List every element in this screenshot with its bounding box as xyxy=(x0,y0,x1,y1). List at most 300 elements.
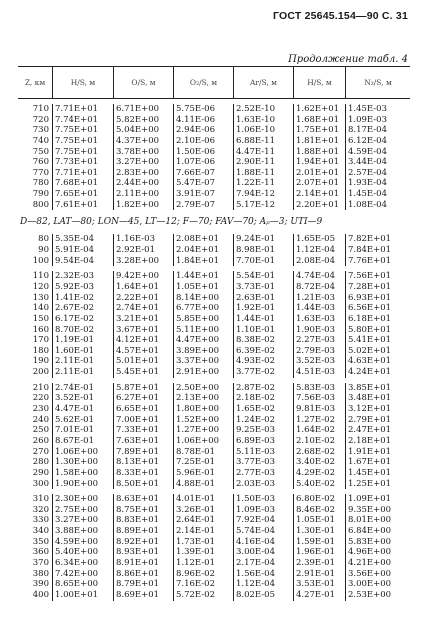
table-row xyxy=(18,356,410,367)
value-cell: 2.83E+00 xyxy=(116,167,160,178)
column-rule xyxy=(113,234,114,266)
value-cell: 2.64E-01 xyxy=(176,515,215,526)
value-cell: 8.93E+01 xyxy=(116,547,160,558)
value-cell: 3.12E+01 xyxy=(348,404,392,415)
value-cell: 5.11E-03 xyxy=(236,446,275,457)
col-header-n2: N₂/S, м xyxy=(345,67,410,98)
value-cell: 1.88E+01 xyxy=(296,146,340,157)
value-cell: 5.40E-02 xyxy=(296,478,335,489)
value-cell: 5.74E-04 xyxy=(236,526,275,537)
column-rule xyxy=(173,271,174,377)
value-cell: 1.05E-01 xyxy=(296,515,335,526)
table-row xyxy=(18,415,410,426)
value-cell: 5.40E+00 xyxy=(55,547,99,558)
value-cell: 3.21E+01 xyxy=(116,313,160,324)
column-rule xyxy=(113,271,114,377)
table-row xyxy=(18,157,410,168)
value-cell: 1.67E+01 xyxy=(348,457,392,468)
value-cell: 8.50E+01 xyxy=(116,478,160,489)
value-cell: 8.91E+01 xyxy=(116,557,160,568)
value-cell: 1.12E-04 xyxy=(236,579,275,590)
value-cell: 3.37E+00 xyxy=(176,356,220,367)
value-cell: 8.79E+01 xyxy=(116,579,160,590)
value-cell: 9.42E+00 xyxy=(116,271,160,282)
value-cell: 2.87E-02 xyxy=(236,382,275,393)
column-rule xyxy=(345,234,346,266)
value-cell: 8.72E-04 xyxy=(296,281,335,292)
value-cell: 1.91E+01 xyxy=(348,446,392,457)
value-cell: 2.67E-02 xyxy=(55,303,94,314)
table-row xyxy=(18,436,410,447)
value-cell: 1.80E+00 xyxy=(176,404,220,415)
value-cell: 1.81E+01 xyxy=(296,135,340,146)
value-cell: 8.86E+01 xyxy=(116,568,160,579)
value-cell: 8.46E-02 xyxy=(296,504,335,515)
value-cell: 1.94E+01 xyxy=(296,157,340,168)
table-row xyxy=(18,314,410,325)
value-cell: 4.47E-01 xyxy=(55,404,94,415)
value-cell: 3.00E+00 xyxy=(348,579,392,590)
table-row xyxy=(18,325,410,336)
table-row xyxy=(18,234,410,245)
altitude-cell: 380 xyxy=(32,568,49,579)
altitude-cell: 760 xyxy=(32,157,49,168)
table-row xyxy=(18,178,410,189)
table-row xyxy=(18,256,410,267)
table-row xyxy=(18,271,410,282)
value-cell: 1.44E-01 xyxy=(236,313,275,324)
altitude-cell: 160 xyxy=(32,324,49,335)
table-row xyxy=(18,558,410,569)
altitude-cell: 310 xyxy=(32,494,49,505)
value-cell: 3.85E+01 xyxy=(348,382,392,393)
value-cell: 1.07E-06 xyxy=(176,157,215,168)
value-cell: 2.92E-01 xyxy=(116,245,155,256)
value-cell: 8.69E+01 xyxy=(116,589,160,600)
table-row xyxy=(18,104,410,115)
value-cell: 2.07E+01 xyxy=(296,178,340,189)
table-row xyxy=(18,189,410,200)
column-rule xyxy=(113,494,114,600)
value-cell: 2.18E+01 xyxy=(348,435,392,446)
value-cell: 1.16E-03 xyxy=(116,234,155,245)
value-cell: 1.63E-03 xyxy=(296,313,335,324)
value-cell: 7.89E+01 xyxy=(116,446,160,457)
value-cell: 7.73E+01 xyxy=(55,157,99,168)
value-cell: 7.56E+01 xyxy=(348,271,392,282)
altitude-cell: 370 xyxy=(32,557,49,568)
value-cell: 8.63E+01 xyxy=(116,494,160,505)
altitude-cell: 720 xyxy=(32,114,49,125)
value-cell: 2.39E-01 xyxy=(296,557,335,568)
altitude-cell: 250 xyxy=(32,425,49,436)
value-cell: 6.17E-02 xyxy=(55,313,94,324)
value-cell: 5.01E+01 xyxy=(116,356,160,367)
altitude-cell: 780 xyxy=(32,178,49,189)
value-cell: 4.11E-06 xyxy=(176,114,215,125)
value-cell: 3.78E+00 xyxy=(116,146,160,157)
value-cell: 7.61E+01 xyxy=(55,199,99,210)
column-rule xyxy=(52,383,53,489)
table-row xyxy=(18,515,410,526)
col-header-o2: O₂/S, м xyxy=(173,67,233,98)
altitude-cell: 240 xyxy=(32,414,49,425)
value-cell: 4.88E-01 xyxy=(176,478,215,489)
altitude-cell: 120 xyxy=(32,281,49,292)
value-cell: 1.64E+01 xyxy=(116,281,160,292)
value-cell: 1.06E-10 xyxy=(236,125,275,136)
value-cell: 4.29E-02 xyxy=(296,467,335,478)
value-cell: 6.93E+01 xyxy=(348,292,392,303)
value-cell: 1.21E-03 xyxy=(296,292,335,303)
value-cell: 8.65E+00 xyxy=(55,579,99,590)
value-cell: 8.02E-05 xyxy=(236,589,275,600)
value-cell: 6.80E-02 xyxy=(296,494,335,505)
value-cell: 2.10E-02 xyxy=(296,435,335,446)
value-cell: 2.74E-01 xyxy=(55,382,94,393)
value-cell: 2.44E+00 xyxy=(116,178,160,189)
value-cell: 3.28E+00 xyxy=(116,255,160,266)
value-cell: 6.88E-11 xyxy=(236,135,275,146)
column-rule xyxy=(345,104,346,210)
value-cell: 1.52E+00 xyxy=(176,414,220,425)
value-cell: 4.59E-04 xyxy=(348,146,387,157)
table-row xyxy=(18,425,410,436)
column-rule xyxy=(233,383,234,489)
altitude-cell: 320 xyxy=(32,504,49,515)
value-cell: 1.27E+00 xyxy=(176,425,220,436)
value-cell: 3.77E-02 xyxy=(236,367,275,378)
value-cell: 2.11E-01 xyxy=(55,356,94,367)
value-cell: 7.92E-04 xyxy=(236,515,275,526)
col-header-altitude: Z, км xyxy=(24,77,46,87)
value-cell: 4.59E+00 xyxy=(55,536,99,547)
value-cell: 2.14E+01 xyxy=(296,189,340,200)
page-header: ГОСТ 25645.154—90 С. 31 xyxy=(272,10,408,22)
column-rule xyxy=(345,494,346,600)
column-rule xyxy=(293,234,294,266)
value-cell: 2.91E-01 xyxy=(296,568,335,579)
value-cell: 5.91E-04 xyxy=(55,245,94,256)
altitude-cell: 280 xyxy=(32,457,49,468)
value-cell: 1.84E+01 xyxy=(176,255,220,266)
table-row xyxy=(18,447,410,458)
value-cell: 1.62E+01 xyxy=(296,104,340,114)
value-cell: 2.47E+01 xyxy=(348,425,392,436)
value-cell: 2.04E+01 xyxy=(176,245,220,256)
value-cell: 2.32E-03 xyxy=(55,271,94,282)
altitude-cell: 210 xyxy=(32,382,49,393)
value-cell: 4.57E+01 xyxy=(116,345,160,356)
value-cell: 1.19E-01 xyxy=(55,335,94,346)
column-rule xyxy=(293,104,294,210)
value-cell: 4.27E-01 xyxy=(296,589,335,600)
column-rule xyxy=(345,383,346,489)
column-rule xyxy=(173,104,174,210)
value-cell: 1.93E-04 xyxy=(348,178,387,189)
altitude-cell: 100 xyxy=(32,255,49,266)
value-cell: 7.66E-07 xyxy=(176,167,215,178)
value-cell: 7.75E+01 xyxy=(55,125,99,136)
value-cell: 8.70E-02 xyxy=(55,324,94,335)
value-cell: 3.48E+01 xyxy=(348,393,392,404)
value-cell: 2.79E-07 xyxy=(176,199,215,210)
value-cell: 4.16E-04 xyxy=(236,536,275,547)
value-cell: 7.65E+01 xyxy=(55,189,99,200)
value-cell: 2.22E+01 xyxy=(116,292,160,303)
table-block-3 xyxy=(18,271,410,377)
value-cell: 4.47E-11 xyxy=(236,146,275,157)
altitude-cell: 190 xyxy=(32,356,49,367)
table-row xyxy=(18,393,410,404)
data-table xyxy=(18,66,410,601)
col-header-h2: H/S, м xyxy=(293,67,345,98)
col-header-o: O/S, м xyxy=(113,67,173,98)
altitude-cell: 220 xyxy=(32,393,49,404)
value-cell: 4.12E+01 xyxy=(116,335,160,346)
value-cell: 9.35E+00 xyxy=(348,504,392,515)
value-cell: 1.64E-02 xyxy=(296,425,335,436)
altitude-cell: 730 xyxy=(32,125,49,136)
value-cell: 7.00E+01 xyxy=(116,414,160,425)
value-cell: 6.84E+00 xyxy=(348,526,392,537)
value-cell: 5.41E+01 xyxy=(348,335,392,346)
altitude-cell: 270 xyxy=(32,446,49,457)
altitude-cell: 740 xyxy=(32,135,49,146)
value-cell: 4.47E+00 xyxy=(176,335,220,346)
column-rule xyxy=(52,271,53,377)
column-rule xyxy=(233,494,234,600)
table-row xyxy=(18,579,410,590)
value-cell: 3.89E+00 xyxy=(176,345,220,356)
value-cell: 4.93E-02 xyxy=(236,356,275,367)
column-rule xyxy=(113,104,114,210)
value-cell: 2.17E-04 xyxy=(236,557,275,568)
value-cell: 1.39E-01 xyxy=(176,547,215,558)
value-cell: 1.68E+01 xyxy=(296,114,340,125)
value-cell: 3.67E+01 xyxy=(116,324,160,335)
value-cell: 5.92E-03 xyxy=(55,281,94,292)
altitude-cell: 350 xyxy=(32,536,49,547)
altitude-cell: 400 xyxy=(32,589,49,600)
altitude-cell: 750 xyxy=(32,146,49,157)
value-cell: 8.33E+01 xyxy=(116,467,160,478)
value-cell: 7.01E-01 xyxy=(55,425,94,436)
altitude-cell: 110 xyxy=(32,271,49,282)
value-cell: 5.75E-06 xyxy=(176,104,215,114)
value-cell: 6.89E-03 xyxy=(236,435,275,446)
column-rule xyxy=(52,234,53,266)
value-cell: 1.30E+00 xyxy=(55,457,99,468)
table-block-1 xyxy=(18,104,410,210)
column-rule xyxy=(233,271,234,377)
value-cell: 3.00E-04 xyxy=(236,547,275,558)
value-cell: 2.74E+01 xyxy=(116,303,160,314)
value-cell: 2.30E+00 xyxy=(55,494,99,505)
value-cell: 4.37E+00 xyxy=(116,135,160,146)
table-row xyxy=(18,526,410,537)
value-cell: 7.82E+01 xyxy=(348,234,392,245)
value-cell: 1.90E-03 xyxy=(296,324,335,335)
altitude-cell: 710 xyxy=(32,104,49,114)
value-cell: 2.03E-03 xyxy=(236,478,275,489)
value-cell: 7.25E-01 xyxy=(176,457,215,468)
column-rule xyxy=(345,271,346,377)
value-cell: 1.50E-06 xyxy=(176,146,215,157)
value-cell: 4.63E+01 xyxy=(348,356,392,367)
value-cell: 9.25E-03 xyxy=(236,425,275,436)
value-cell: 1.73E-01 xyxy=(176,536,215,547)
value-cell: 7.84E+01 xyxy=(348,245,392,256)
value-cell: 7.75E+01 xyxy=(55,146,99,157)
value-cell: 4.21E+00 xyxy=(348,557,392,568)
value-cell: 1.82E+00 xyxy=(116,199,160,210)
value-cell: 2.90E-11 xyxy=(236,157,275,168)
column-rule xyxy=(52,104,53,210)
value-cell: 7.56E-03 xyxy=(296,393,335,404)
value-cell: 3.27E+00 xyxy=(55,515,99,526)
value-cell: 1.44E+01 xyxy=(176,271,220,282)
value-cell: 1.09E+01 xyxy=(348,494,392,505)
altitude-cell: 80 xyxy=(38,234,49,245)
table-row xyxy=(18,479,410,490)
value-cell: 4.01E-01 xyxy=(176,494,215,505)
altitude-cell: 770 xyxy=(32,167,49,178)
value-cell: 1.12E-04 xyxy=(296,245,335,256)
column-rule xyxy=(113,383,114,489)
value-cell: 8.14E+00 xyxy=(176,292,220,303)
table-header xyxy=(18,66,410,99)
value-cell: 9.54E-04 xyxy=(55,255,94,266)
value-cell: 5.47E-07 xyxy=(176,178,215,189)
value-cell: 1.65E-02 xyxy=(236,404,275,415)
table-row xyxy=(18,468,410,479)
altitude-cell: 230 xyxy=(32,404,49,415)
value-cell: 8.67E-01 xyxy=(55,435,94,446)
value-cell: 7.94E-12 xyxy=(236,189,275,200)
value-cell: 1.65E-05 xyxy=(296,234,335,245)
table-row xyxy=(18,293,410,304)
value-cell: 2.79E+01 xyxy=(348,414,392,425)
table-row xyxy=(18,168,410,179)
value-cell: 1.58E+00 xyxy=(55,467,99,478)
value-cell: 5.02E+01 xyxy=(348,345,392,356)
value-cell: 6.39E-02 xyxy=(236,345,275,356)
altitude-cell: 150 xyxy=(32,313,49,324)
value-cell: 8.83E+01 xyxy=(116,515,160,526)
value-cell: 5.35E-04 xyxy=(55,234,94,245)
value-cell: 3.91E-07 xyxy=(176,189,215,200)
column-rule xyxy=(293,271,294,377)
value-cell: 1.45E-03 xyxy=(348,104,387,114)
value-cell: 2.77E-03 xyxy=(236,467,275,478)
altitude-cell: 390 xyxy=(32,579,49,590)
value-cell: 1.09E-03 xyxy=(236,504,275,515)
value-cell: 2.68E-02 xyxy=(296,446,335,457)
value-cell: 1.06E+00 xyxy=(176,435,220,446)
value-cell: 5.85E+00 xyxy=(176,313,220,324)
value-cell: 3.52E-03 xyxy=(296,356,335,367)
value-cell: 7.16E-02 xyxy=(176,579,215,590)
altitude-cell: 290 xyxy=(32,467,49,478)
value-cell: 6.34E+00 xyxy=(55,557,99,568)
value-cell: 1.30E-01 xyxy=(296,526,335,537)
value-cell: 3.73E-01 xyxy=(236,281,275,292)
table-row xyxy=(18,404,410,415)
value-cell: 2.57E-04 xyxy=(348,167,387,178)
value-cell: 2.91E+00 xyxy=(176,367,220,378)
altitude-cell: 330 xyxy=(32,515,49,526)
value-cell: 5.83E+00 xyxy=(348,536,392,547)
altitude-cell: 200 xyxy=(32,367,49,378)
condition-line: D—82, LAT—80; LON—45, LT—12; F—70; FAV—70; Aₚ—3; UTI—9 xyxy=(20,217,323,228)
altitude-cell: 360 xyxy=(32,547,49,558)
value-cell: 2.11E+00 xyxy=(116,189,160,200)
value-cell: 2.52E-10 xyxy=(236,104,275,114)
value-cell: 6.65E+01 xyxy=(116,404,160,415)
table-row xyxy=(18,383,410,394)
column-rule xyxy=(293,383,294,489)
value-cell: 3.88E+00 xyxy=(55,526,99,537)
column-rule xyxy=(293,494,294,600)
value-cell: 2.27E-03 xyxy=(296,335,335,346)
column-rule xyxy=(173,494,174,600)
value-cell: 3.52E-01 xyxy=(55,393,94,404)
altitude-cell: 180 xyxy=(32,345,49,356)
value-cell: 5.83E-03 xyxy=(296,382,335,393)
value-cell: 1.96E-01 xyxy=(296,547,335,558)
value-cell: 1.08E-04 xyxy=(348,199,387,210)
value-cell: 2.10E-06 xyxy=(176,135,215,146)
value-cell: 2.18E-02 xyxy=(236,393,275,404)
value-cell: 3.44E-04 xyxy=(348,157,387,168)
column-rule xyxy=(173,383,174,489)
value-cell: 6.56E+01 xyxy=(348,303,392,314)
altitude-cell: 140 xyxy=(32,303,49,314)
table-block-5 xyxy=(18,494,410,600)
value-cell: 5.54E-01 xyxy=(236,271,275,282)
altitude-cell: 130 xyxy=(32,292,49,303)
value-cell: 5.17E-12 xyxy=(236,199,275,210)
value-cell: 1.00E+01 xyxy=(55,589,99,600)
table-row xyxy=(18,569,410,580)
value-cell: 4.96E+00 xyxy=(348,547,392,558)
value-cell: 1.41E-02 xyxy=(55,292,94,303)
value-cell: 3.27E+00 xyxy=(116,157,160,168)
value-cell: 5.45E+01 xyxy=(116,367,160,378)
value-cell: 7.76E+01 xyxy=(348,255,392,266)
value-cell: 5.72E-02 xyxy=(176,589,215,600)
table-block-2 xyxy=(18,234,410,266)
value-cell: 6.18E+01 xyxy=(348,313,392,324)
value-cell: 8.78E-01 xyxy=(176,446,215,457)
value-cell: 5.96E-01 xyxy=(176,467,215,478)
value-cell: 1.10E-01 xyxy=(236,324,275,335)
altitude-cell: 300 xyxy=(32,478,49,489)
value-cell: 1.63E-10 xyxy=(236,114,275,125)
altitude-cell: 90 xyxy=(38,245,49,256)
column-rule xyxy=(233,104,234,210)
table-row xyxy=(18,136,410,147)
value-cell: 1.45E+01 xyxy=(348,467,392,478)
value-cell: 4.24E+01 xyxy=(348,367,392,378)
altitude-cell: 800 xyxy=(32,199,49,210)
value-cell: 5.04E+00 xyxy=(116,125,160,136)
altitude-cell: 340 xyxy=(32,526,49,537)
value-cell: 5.11E+00 xyxy=(176,324,220,335)
table-row xyxy=(18,537,410,548)
value-cell: 8.98E-01 xyxy=(236,245,275,256)
